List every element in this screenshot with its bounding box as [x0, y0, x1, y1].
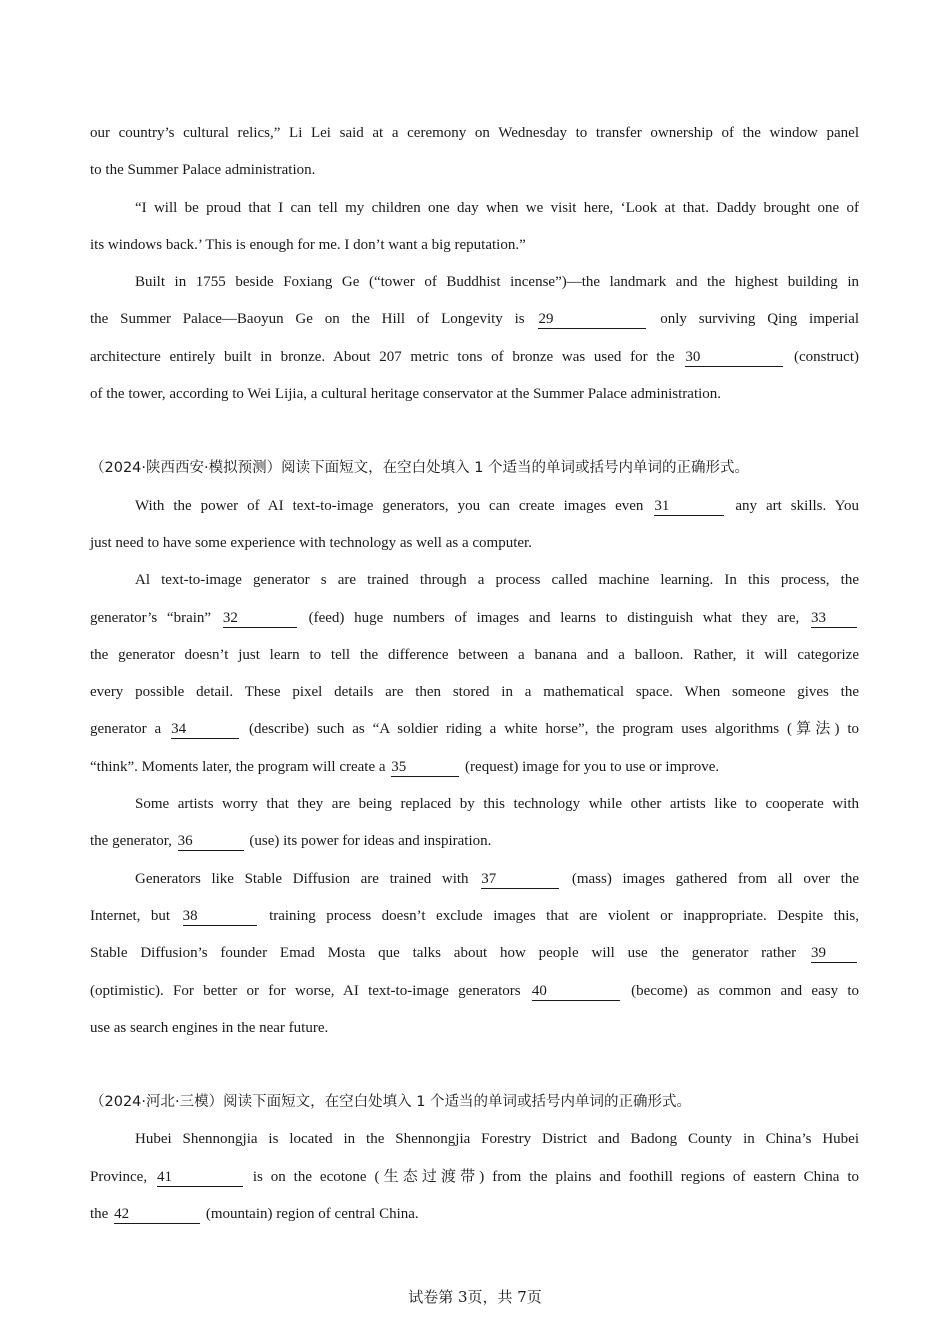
paragraph — [90, 376, 859, 413]
paragraph — [90, 301, 859, 338]
text-line: our country’s cultural relics,” Li Lei said at a ceremony on Wednesday to transfer ownership of the window panel — [90, 125, 859, 141]
text-line: Province, — [90, 1168, 148, 1185]
section-heading: （2024·河北·三模）阅读下面短文，在空白处填入 1 个适当的单词或括号内单词的正确形式。 — [90, 1094, 692, 1111]
document-body — [90, 115, 859, 1233]
text-line: (describe) such as “A soldier riding a white horse”, the program uses algorithms (算法) to — [249, 721, 860, 738]
text-line: (feed) huge numbers of images and learns to distinguish what they are, — [308, 609, 800, 626]
paragraph — [90, 525, 859, 562]
blank-36[interactable]: 36 — [178, 833, 244, 851]
text-line: Generators like Stable Diffusion are trained with — [135, 870, 469, 887]
paragraph — [90, 115, 859, 152]
text-line: “I will be proud that I can tell my children one day when we visit here, ‘Look at that. Daddy brought one of — [135, 199, 859, 216]
paragraph — [90, 898, 859, 935]
paragraph — [90, 935, 859, 972]
text-line: the Summer Palace—Baoyun Ge on the Hill of Longevity is — [90, 311, 525, 328]
text-line: (request) image for you to use or improve. — [465, 758, 720, 775]
text-line: the generator, — [90, 833, 172, 850]
text-line: use as search engines in the near future. — [90, 1019, 329, 1036]
blank-31[interactable]: 31 — [654, 498, 724, 516]
paragraph — [90, 711, 859, 748]
text-line: (use) its power for ideas and inspiration. — [249, 833, 492, 850]
text-line: Al text-to-image generator s are trained through a process called machine learning. In this process, the — [135, 572, 859, 589]
paragraph — [90, 861, 859, 898]
paragraph — [90, 786, 859, 823]
text-line: Built in 1755 beside Foxiang Ge (“tower of Buddhist incense”)—the landmark and the highest building in — [135, 274, 859, 291]
text-line: to the Summer Palace administration. — [90, 162, 316, 179]
page-footer: 试卷第 3页，共 7页 — [408, 1288, 542, 1306]
text-line: Internet, but — [90, 907, 171, 924]
text-line: the — [90, 1206, 109, 1223]
text-line: “think”. Moments later, the program will create a — [90, 758, 386, 775]
blank-33[interactable]: 33 — [811, 610, 857, 628]
paragraph — [90, 339, 859, 376]
text-line: (mountain) region of central China. — [205, 1206, 419, 1223]
paragraph — [90, 190, 859, 227]
paragraph — [90, 600, 859, 637]
text-line: is on the ecotone (生态过渡带) from the plains and foothill regions of eastern China to — [252, 1168, 860, 1185]
blank-32[interactable]: 32 — [223, 610, 297, 628]
blank-34[interactable]: 34 — [171, 721, 239, 739]
blank-40[interactable]: 40 — [532, 983, 620, 1001]
paragraph — [90, 264, 859, 301]
blank-35[interactable]: 35 — [391, 759, 459, 777]
paragraph — [90, 749, 859, 786]
paragraph — [90, 488, 859, 525]
paragraph — [90, 637, 859, 674]
paragraph — [90, 674, 859, 711]
paragraph — [90, 823, 859, 860]
paragraph — [90, 1159, 859, 1196]
blank-29[interactable]: 29 — [538, 311, 646, 329]
blank-37[interactable]: 37 — [481, 871, 559, 889]
section-heading: （2024·陕西西安·模拟预测）阅读下面短文，在空白处填入 1 个适当的单词或括号内单词的正确形式。 — [90, 460, 750, 477]
text-line: just need to have some experience with technology as well as a computer. — [90, 534, 532, 551]
text-line: generator’s “brain” — [90, 609, 212, 626]
text-line: (become) as common and easy to — [631, 982, 859, 999]
text-line: its windows back.’ This is enough for me. I don’t want a big reputation.” — [90, 236, 526, 253]
paragraph — [90, 562, 859, 599]
paragraph — [90, 152, 859, 189]
text-line: With the power of AI text-to-image generators, you can create images even — [135, 497, 644, 514]
text-line: Stable Diffusion’s founder Emad Mosta que talks about how people will use the generator rather — [90, 945, 797, 962]
blank-39[interactable]: 39 — [811, 945, 857, 963]
text-line: architecture entirely built in bronze. About 207 metric tons of bronze was used for the — [90, 348, 675, 365]
text-line: any art skills. You — [735, 497, 859, 514]
text-line: every possible detail. These pixel details are then stored in a mathematical space. When someone gives the — [90, 684, 859, 701]
paragraph — [90, 1010, 859, 1047]
blank-30[interactable]: 30 — [685, 349, 783, 367]
text-line: generator a — [90, 721, 162, 738]
paragraph — [90, 973, 859, 1010]
blank-38[interactable]: 38 — [183, 908, 257, 926]
text-line: Hubei Shennongjia is located in the Shennongjia Forestry District and Badong County in China’s Hubei — [135, 1131, 859, 1148]
text-line: training process doesn’t exclude images that are violent or inappropriate. Despite this, — [269, 907, 860, 924]
text-line: only surviving Qing imperial — [660, 311, 860, 328]
text-line: the generator doesn’t just learn to tell the difference between a banana and a balloon. Rather, it will categorize — [90, 646, 859, 663]
paragraph — [90, 227, 859, 264]
blank-42[interactable]: 42 — [114, 1206, 200, 1224]
text-line: Some artists worry that they are being replaced by this technology while other artists like to cooperate with — [135, 796, 859, 813]
text-line: (mass) images gathered from all over the — [571, 870, 860, 887]
paragraph — [90, 1121, 859, 1158]
text-line: (construct) — [794, 348, 859, 365]
blank-41[interactable]: 41 — [157, 1169, 243, 1187]
text-line: of the tower, according to Wei Lijia, a cultural heritage conservator at the Summer Palace administration. — [90, 386, 722, 403]
text-line: (optimistic). For better or for worse, AI text-to-image generators — [90, 982, 521, 999]
paragraph — [90, 1196, 859, 1233]
